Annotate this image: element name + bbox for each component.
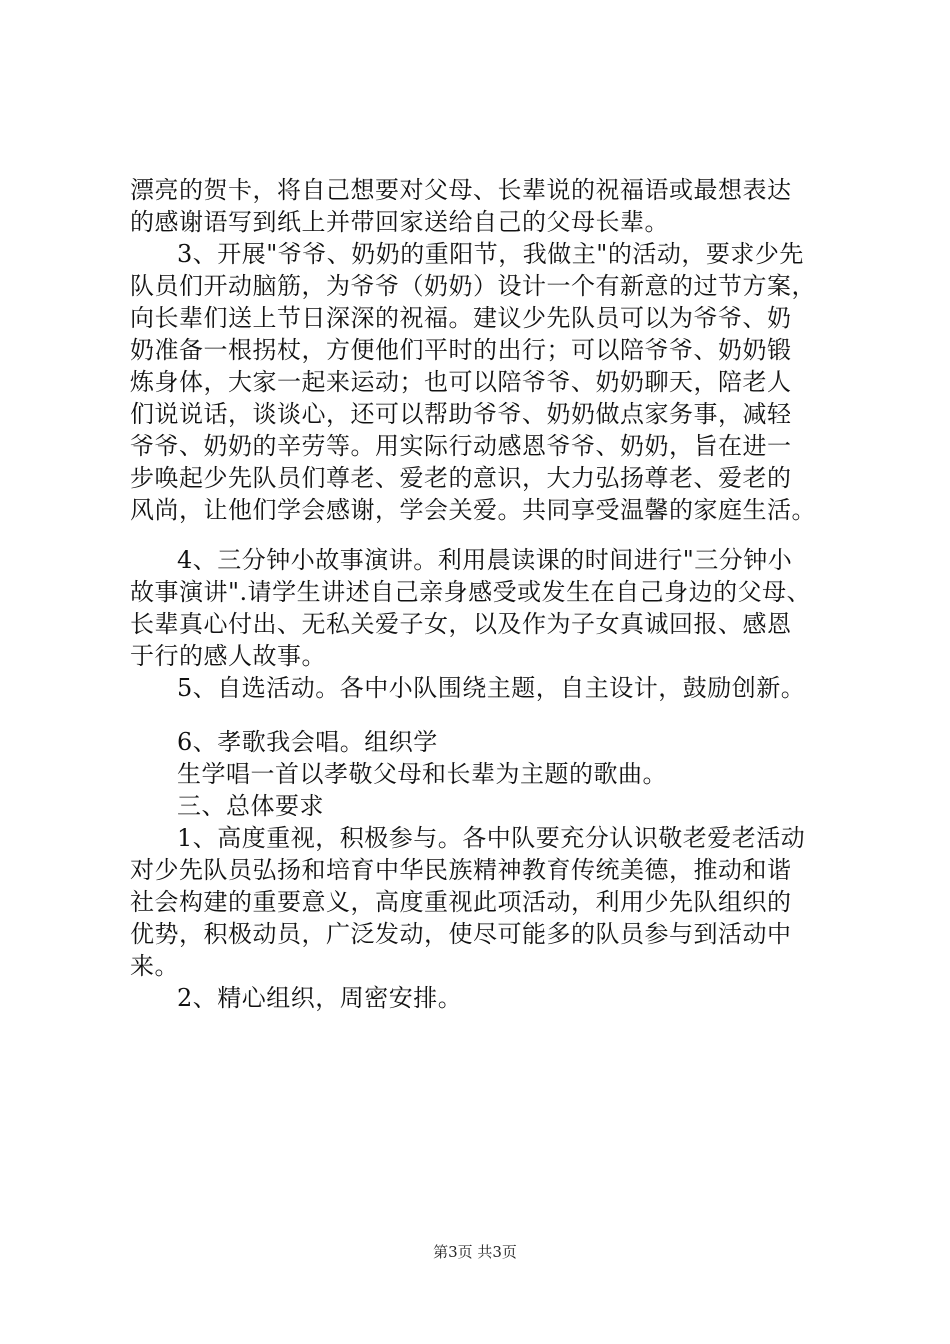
text-line: 对少先队员弘扬和培育中华民族精神教育传统美德，推动和谐 [130,856,792,884]
text-line: 队员们开动脑筋，为爷爷（奶奶）设计一个有新意的过节方案， [130,272,816,300]
text-line: 4、三分钟小故事演讲。利用晨读课的时间进行"三分钟小 [177,546,793,574]
text-line: 来。 [130,952,179,980]
text-line: 6、孝歌我会唱。组织学 [177,728,438,756]
text-line: 优势，积极动员，广泛发动，使尽可能多的队员参与到活动中 [130,920,792,948]
page-footer: 第3页 共3页 [433,1243,517,1261]
text-line: 们说说话，谈谈心，还可以帮助爷爷、奶奶做点家务事，减轻 [130,400,792,428]
text-line: 奶准备一根拐杖，方便他们平时的出行；可以陪爷爷、奶奶锻 [130,336,792,364]
text-line: 步唤起少先队员们尊老、爱老的意识，大力弘扬尊老、爱老的 [130,464,792,492]
text-line: 炼身体，大家一起来运动；也可以陪爷爷、奶奶聊天，陪老人 [130,368,792,396]
text-line: 故事演讲".请学生讲述自己亲身感受或发生在自己身边的父母、 [130,578,812,606]
text-line: 长辈真心付出、无私关爱子女，以及作为子女真诚回报、感恩 [130,610,792,638]
text-line: 于行的感人故事。 [130,642,326,670]
text-line: 2、精心组织，周密安排。 [177,984,463,1012]
text-line: 爷爷、奶奶的辛劳等。用实际行动感恩爷爷、奶奶，旨在进一 [130,432,792,460]
text-line: 5、自选活动。各中小队围绕主题，自主设计，鼓励创新。 [177,674,806,702]
text-line: 漂亮的贺卡，将自己想要对父母、长辈说的祝福语或最想表达 [130,176,792,204]
text-line: 3、开展"爷爷、奶奶的重阳节，我做主"的活动，要求少先 [177,240,804,268]
text-line: 的感谢语写到纸上并带回家送给自己的父母长辈。 [130,208,669,236]
text-line: 生学唱一首以孝敬父母和长辈为主题的歌曲。 [177,760,667,788]
section-heading: 三、总体要求 [177,792,324,820]
text-line: 风尚，让他们学会感谢，学会关爱。共同享受温馨的家庭生活。 [130,496,816,524]
text-line: 向长辈们送上节日深深的祝福。建议少先队员可以为爷爷、奶 [130,304,792,332]
text-line: 1、高度重视，积极参与。各中队要充分认识敬老爱老活动 [177,824,806,852]
text-line: 社会构建的重要意义，高度重视此项活动，利用少先队组织的 [130,888,792,916]
